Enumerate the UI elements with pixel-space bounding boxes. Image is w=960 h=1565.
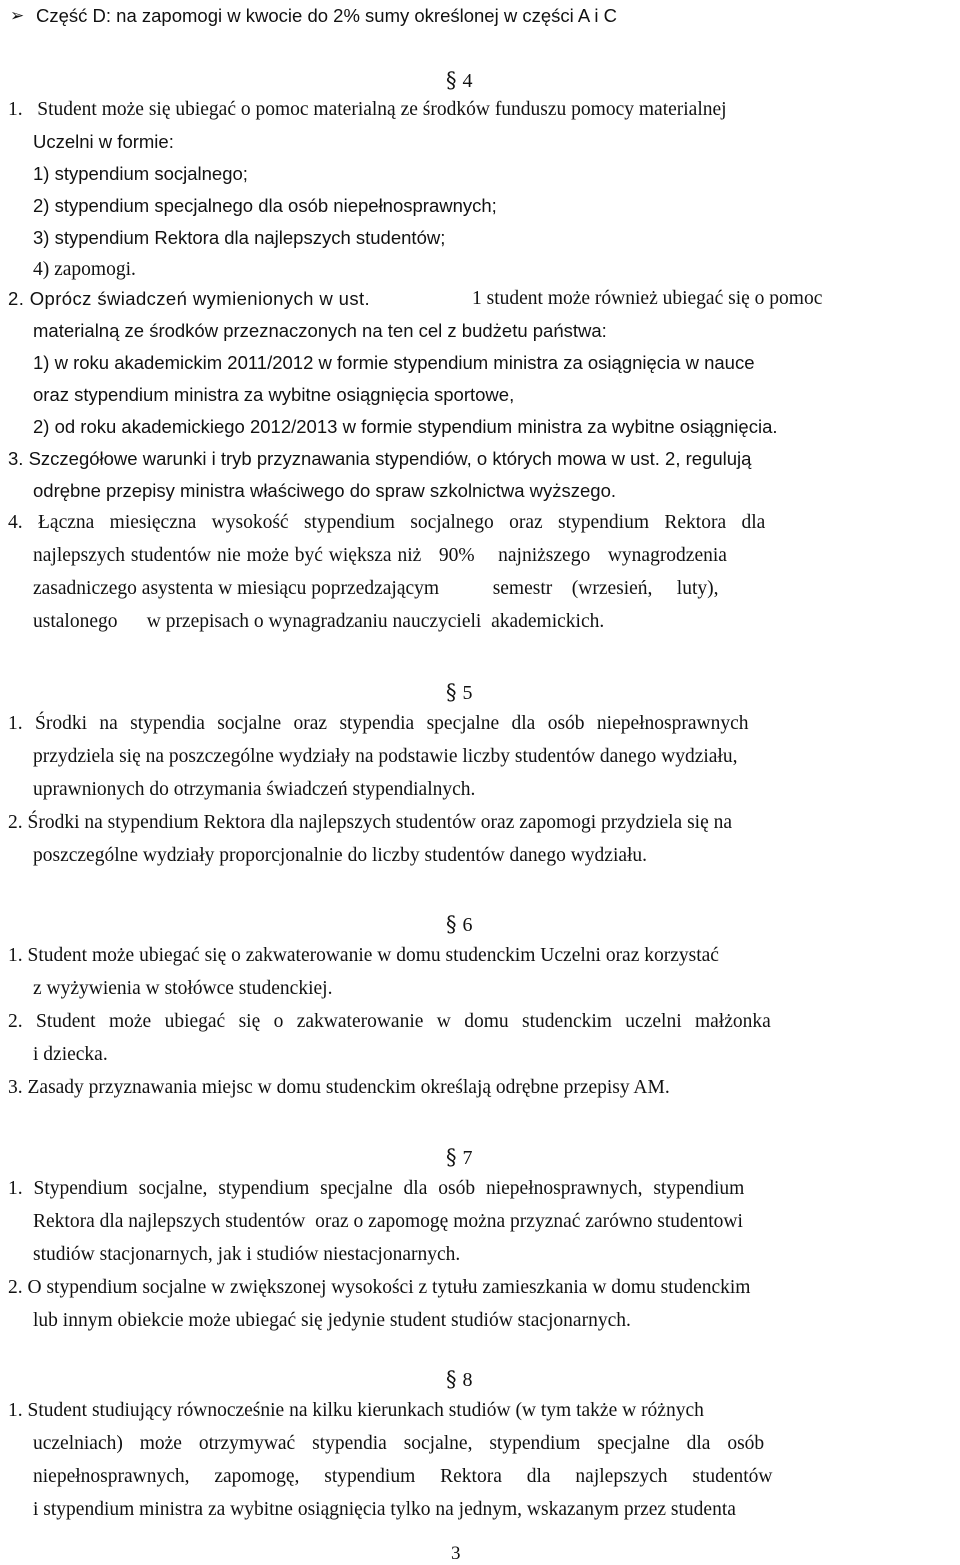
section-number: 8 (462, 1369, 473, 1391)
line-text: Rektora dla najlepszych studentów oraz o zapomogę można przyznać zarówno studentowi (33, 1211, 743, 1232)
paragraph-line (33, 1206, 743, 1238)
paragraph-line (33, 315, 607, 347)
line-text: 4) zapomogi. (33, 259, 136, 280)
paragraph-line (8, 443, 751, 475)
part-d-bullet (36, 0, 617, 32)
section-symbol: § (446, 1367, 457, 1391)
line-text: studiów stacjonarnych, jak i studiów niestacjonarnych. (33, 1244, 461, 1265)
section-number: 4 (462, 70, 473, 92)
line-text: 1. Student studiujący równocześnie na kilku kierunkach studiów (w tym także w różnych (8, 1400, 704, 1421)
paragraph-line (8, 1173, 744, 1205)
section-symbol: § (446, 680, 457, 704)
line-text: 1. Student może się ubiegać o pomoc materialną ze środków funduszu pomocy materialnej (8, 99, 727, 120)
line-text: przydziela się na poszczególne wydziały na podstawie liczby studentów danego wydziału, (33, 746, 738, 767)
line-text: 2) od roku akademickiego 2012/2013 w formie stypendium ministra za wybitne osiągnięcia. (33, 416, 778, 437)
line-text: uprawnionych do otrzymania świadczeń stypendialnych. (33, 779, 476, 800)
paragraph-line (33, 540, 727, 572)
line-text: z wyżywienia w stołówce studenckiej. (33, 978, 333, 999)
line-text: 1. Stypendium socjalne, stypendium specjalne dla osób niepełnosprawnych, stypendium (8, 1178, 745, 1199)
paragraph-line (8, 1272, 750, 1304)
part-d-text: Część D: na zapomogi w kwocie do 2% sumy określonej w części A i C (36, 5, 617, 26)
section-heading (446, 66, 473, 95)
line-text: odrębne przepisy ministra właściwego do spraw szkolnictwa wyższego. (33, 480, 616, 501)
paragraph-line (33, 1239, 460, 1271)
section-heading (446, 910, 473, 939)
line-text: 2. Oprócz świadczeń wymienionych w ust. (8, 288, 371, 309)
section-number: 6 (462, 914, 473, 936)
paragraph-line (33, 1428, 764, 1460)
paragraph-line (8, 283, 960, 315)
line-text: poszczególne wydziały proporcjonalnie do liczby studentów danego wydziału. (33, 845, 648, 866)
line-text: i dziecka. (33, 1044, 108, 1065)
line-text: oraz stypendium ministra za wybitne osiągnięcia sportowe, (33, 384, 515, 405)
paragraph-line (33, 1039, 108, 1071)
paragraph-line (33, 840, 647, 872)
line-text: 1 student może również ubiegać się o pomoc (472, 288, 823, 309)
section-symbol: § (446, 68, 457, 92)
line-text: lub innym obiekcie może ubiegać się jedynie student studiów stacjonarnych. (33, 1310, 631, 1331)
line-text: 3. Zasady przyznawania miejsc w domu studenckim określają odrębne przepisy AM. (8, 1077, 670, 1098)
list-item (33, 347, 755, 379)
list-item (33, 190, 497, 222)
list-item (33, 379, 514, 411)
paragraph-line (8, 807, 732, 839)
list-item (33, 158, 248, 190)
line-text: 1) stypendium socjalnego; (33, 163, 248, 184)
paragraph-line (33, 1305, 631, 1337)
paragraph-line (33, 973, 332, 1005)
paragraph-line (8, 1006, 771, 1038)
line-text: 3) stypendium Rektora dla najlepszych studentów; (33, 227, 446, 248)
section-number: 7 (462, 1147, 473, 1169)
section-heading (446, 678, 473, 707)
line-text: 1) w roku akademickim 2011/2012 w formie stypendium ministra za osiągnięcia w nauce (33, 352, 755, 373)
section-heading (446, 1365, 473, 1394)
section-symbol: § (446, 912, 457, 936)
line-text: i stypendium ministra za wybitne osiągnięcia tylko na jednym, wskazanym przez studenta (33, 1499, 736, 1520)
paragraph-line (33, 1461, 773, 1493)
line-text: 2. O stypendium socjalne w zwiększonej wysokości z tytułu zamieszkania w domu studenckim (8, 1277, 751, 1298)
section-number: 5 (462, 682, 473, 704)
section-symbol: § (446, 1145, 457, 1169)
line-text: 1. Student może ubiegać się o zakwaterowanie w domu studenckim Uczelni oraz korzystać (8, 945, 719, 966)
line-text: materialną ze środków przeznaczonych na ten cel z budżetu państwa: (33, 320, 607, 341)
paragraph-line (8, 1072, 670, 1104)
paragraph-line (33, 573, 719, 605)
paragraph-line (33, 774, 475, 806)
line-text: ustalonego w przepisach o wynagradzaniu nauczycieli akademickich. (33, 611, 605, 632)
paragraph-line (8, 507, 765, 539)
page-number: 3 (451, 1543, 461, 1564)
paragraph-line (8, 1395, 704, 1427)
line-text: niepełnosprawnych, zapomogę, stypendium Rektora dla najlepszych studentów (33, 1466, 773, 1487)
list-item (33, 222, 445, 254)
paragraph-line (33, 606, 604, 638)
paragraph-line (8, 940, 719, 972)
line-text: 1. Środki na stypendia socjalne oraz stypendia specjalne dla osób niepełnosprawnych (8, 713, 749, 734)
list-item (33, 411, 778, 443)
section-heading (446, 1143, 473, 1172)
paragraph-line (8, 94, 952, 126)
paragraph-line (33, 741, 737, 773)
paragraph-line (33, 1494, 736, 1526)
line-text: 2) stypendium specjalnego dla osób niepełnosprawnych; (33, 195, 497, 216)
line-text: 2. Student może ubiegać się o zakwaterowanie w domu studenckim uczelni małżonka (8, 1011, 771, 1032)
paragraph-line (8, 708, 749, 740)
line-text: Uczelni w formie: (33, 131, 174, 152)
line-text: najlepszych studentów nie może być większa niż 90% najniższego wynagrodzenia (33, 545, 727, 566)
list-item (33, 254, 136, 286)
line-text: uczelniach) może otrzymywać stypendia socjalne, stypendium specjalne dla osób (33, 1433, 765, 1454)
line-text: 3. Szczegółowe warunki i tryb przyznawania stypendiów, o których mowa w ust. 2, regulują (8, 448, 752, 469)
arrow-bullet-icon: ➢ (10, 6, 25, 26)
line-text: 2. Środki na stypendium Rektora dla najlepszych studentów oraz zapomogi przydziela się na (8, 812, 733, 833)
line-text: 4. Łączna miesięczna wysokość stypendium socjalnego oraz stypendium Rektora dla (8, 512, 766, 533)
paragraph-line (33, 475, 616, 507)
paragraph-line (33, 126, 174, 158)
line-text: zasadniczego asystenta w miesiącu poprzedzającym semestr (wrzesień, luty), (33, 578, 719, 599)
